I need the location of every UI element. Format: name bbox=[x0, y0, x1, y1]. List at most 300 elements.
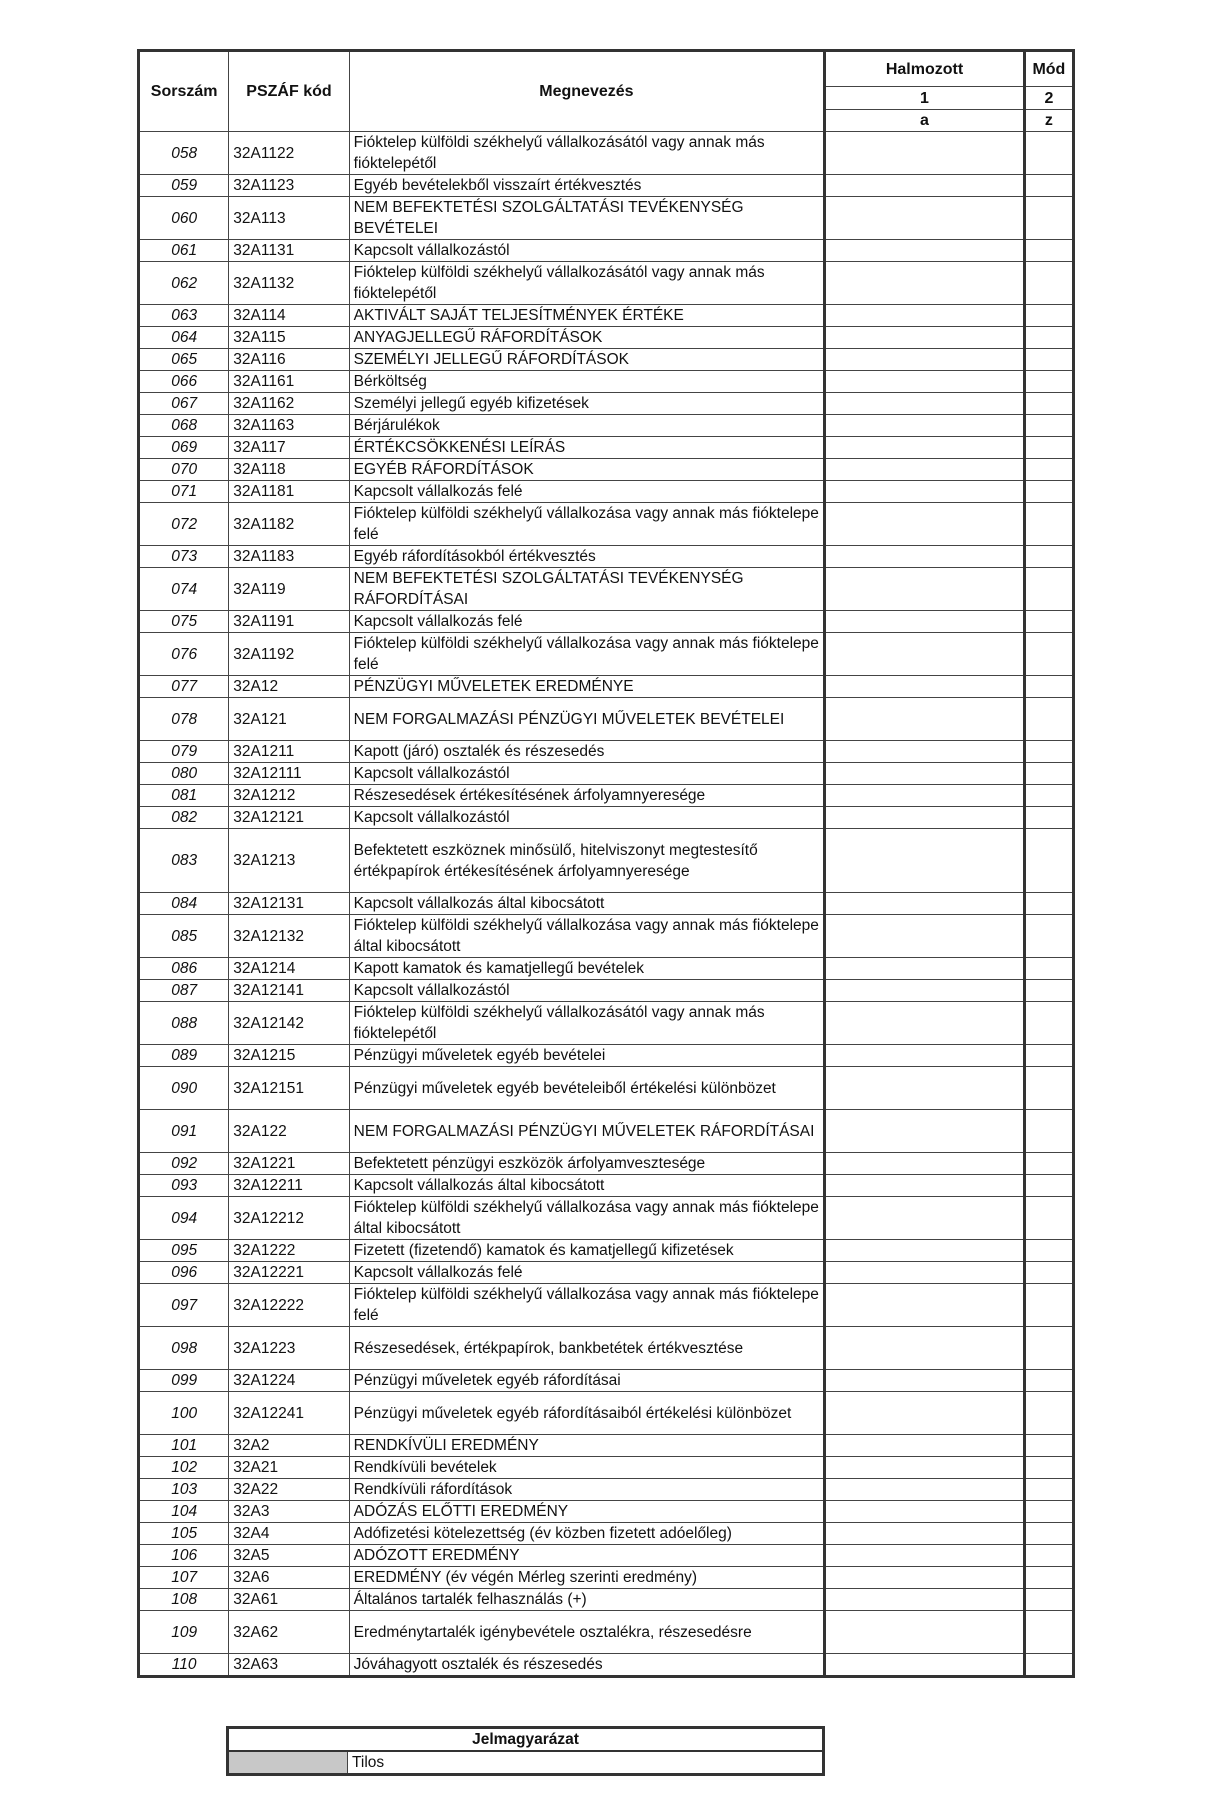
row-halmozott-value bbox=[825, 1589, 1025, 1611]
row-name: Fióktelep külföldi székhelyű vállalkozásától vagy annak más fióktelepétől bbox=[349, 1002, 825, 1045]
row-halmozott-value bbox=[825, 829, 1025, 893]
row-name: Jóváhagyott osztalék és részesedés bbox=[349, 1654, 825, 1677]
row-halmozott-value bbox=[825, 1370, 1025, 1392]
row-mod-value bbox=[1024, 915, 1073, 958]
row-mod-value bbox=[1024, 785, 1073, 807]
row-pszaf-code: 32A122 bbox=[229, 1110, 349, 1153]
row-pszaf-code: 32A116 bbox=[229, 349, 349, 371]
row-name: Befektetett pénzügyi eszközök árfolyamvesztesége bbox=[349, 1153, 825, 1175]
row-mod-value bbox=[1024, 807, 1073, 829]
row-halmozott-value bbox=[825, 1175, 1025, 1197]
table-row bbox=[139, 503, 1074, 546]
row-halmozott-value bbox=[825, 1197, 1025, 1240]
row-pszaf-code: 32A1191 bbox=[229, 611, 349, 633]
row-pszaf-code: 32A1214 bbox=[229, 958, 349, 980]
row-number: 076 bbox=[139, 633, 229, 676]
row-pszaf-code: 32A1132 bbox=[229, 262, 349, 305]
table-row bbox=[139, 1545, 1074, 1567]
row-number: 100 bbox=[139, 1392, 229, 1435]
legend-swatch bbox=[228, 1751, 348, 1775]
row-number: 060 bbox=[139, 197, 229, 240]
row-pszaf-code: 32A12222 bbox=[229, 1284, 349, 1327]
table-row bbox=[139, 132, 1074, 175]
table-row bbox=[139, 327, 1074, 349]
table-row bbox=[139, 1611, 1074, 1654]
row-name: Adófizetési kötelezettség (év közben fizetett adóelőleg) bbox=[349, 1523, 825, 1545]
row-mod-value bbox=[1024, 763, 1073, 785]
table-row bbox=[139, 240, 1074, 262]
row-pszaf-code: 32A1162 bbox=[229, 393, 349, 415]
row-halmozott-value bbox=[825, 893, 1025, 915]
row-mod-value bbox=[1024, 1370, 1073, 1392]
row-halmozott-value bbox=[825, 1501, 1025, 1523]
row-name: Egyéb ráfordításokból értékvesztés bbox=[349, 546, 825, 568]
legend-title: Jelmagyarázat bbox=[228, 1728, 824, 1752]
row-mod-value bbox=[1024, 829, 1073, 893]
row-mod-value bbox=[1024, 546, 1073, 568]
row-pszaf-code: 32A1211 bbox=[229, 741, 349, 763]
row-name: Részesedések, értékpapírok, bankbetétek értékvesztése bbox=[349, 1327, 825, 1370]
row-mod-value bbox=[1024, 481, 1073, 503]
row-pszaf-code: 32A12211 bbox=[229, 1175, 349, 1197]
header-megnevezes: Megnevezés bbox=[349, 51, 825, 132]
row-halmozott-value bbox=[825, 785, 1025, 807]
row-name: RENDKÍVÜLI EREDMÉNY bbox=[349, 1435, 825, 1457]
row-halmozott-value bbox=[825, 132, 1025, 175]
row-name: Kapcsolt vállalkozástól bbox=[349, 980, 825, 1002]
table-row bbox=[139, 1153, 1074, 1175]
row-pszaf-code: 32A1161 bbox=[229, 371, 349, 393]
row-number: 109 bbox=[139, 1611, 229, 1654]
row-mod-value bbox=[1024, 1392, 1073, 1435]
row-number: 107 bbox=[139, 1567, 229, 1589]
row-mod-value bbox=[1024, 1002, 1073, 1045]
row-pszaf-code: 32A1183 bbox=[229, 546, 349, 568]
table-row bbox=[139, 915, 1074, 958]
row-name: ADÓZÁS ELŐTTI EREDMÉNY bbox=[349, 1501, 825, 1523]
table-row bbox=[139, 481, 1074, 503]
row-pszaf-code: 32A12111 bbox=[229, 763, 349, 785]
row-mod-value bbox=[1024, 568, 1073, 611]
header-col-2: 2 bbox=[1024, 87, 1073, 110]
table-row bbox=[139, 1067, 1074, 1110]
row-halmozott-value bbox=[825, 1262, 1025, 1284]
row-number: 068 bbox=[139, 415, 229, 437]
row-name: Részesedések értékesítésének árfolyamnyeresége bbox=[349, 785, 825, 807]
row-pszaf-code: 32A114 bbox=[229, 305, 349, 327]
row-halmozott-value bbox=[825, 1002, 1025, 1045]
row-pszaf-code: 32A12121 bbox=[229, 807, 349, 829]
row-pszaf-code: 32A12151 bbox=[229, 1067, 349, 1110]
row-number: 070 bbox=[139, 459, 229, 481]
row-mod-value bbox=[1024, 1284, 1073, 1327]
row-pszaf-code: 32A1215 bbox=[229, 1045, 349, 1067]
row-halmozott-value bbox=[825, 1523, 1025, 1545]
row-number: 058 bbox=[139, 132, 229, 175]
table-row bbox=[139, 1175, 1074, 1197]
row-mod-value bbox=[1024, 393, 1073, 415]
row-name: Fizetett (fizetendő) kamatok és kamatjellegű kifizetések bbox=[349, 1240, 825, 1262]
row-halmozott-value bbox=[825, 1240, 1025, 1262]
table-row bbox=[139, 1392, 1074, 1435]
row-halmozott-value bbox=[825, 1435, 1025, 1457]
header-pszaf-kod: PSZÁF kód bbox=[229, 51, 349, 132]
row-pszaf-code: 32A2 bbox=[229, 1435, 349, 1457]
row-number: 066 bbox=[139, 371, 229, 393]
row-number: 072 bbox=[139, 503, 229, 546]
row-halmozott-value bbox=[825, 393, 1025, 415]
row-name: Fióktelep külföldi székhelyű vállalkozásától vagy annak más fióktelepétől bbox=[349, 132, 825, 175]
row-number: 106 bbox=[139, 1545, 229, 1567]
row-mod-value bbox=[1024, 741, 1073, 763]
header-mod: Mód bbox=[1024, 51, 1073, 87]
row-number: 080 bbox=[139, 763, 229, 785]
row-number: 103 bbox=[139, 1479, 229, 1501]
row-pszaf-code: 32A119 bbox=[229, 568, 349, 611]
table-row bbox=[139, 1197, 1074, 1240]
table-row bbox=[139, 568, 1074, 611]
table-row bbox=[139, 459, 1074, 481]
table-row bbox=[139, 829, 1074, 893]
row-name: EGYÉB RÁFORDÍTÁSOK bbox=[349, 459, 825, 481]
row-pszaf-code: 32A117 bbox=[229, 437, 349, 459]
row-mod-value bbox=[1024, 1545, 1073, 1567]
row-mod-value bbox=[1024, 676, 1073, 698]
row-name: Kapcsolt vállalkozás által kibocsátott bbox=[349, 1175, 825, 1197]
row-name: Kapott (járó) osztalék és részesedés bbox=[349, 741, 825, 763]
row-number: 061 bbox=[139, 240, 229, 262]
row-mod-value bbox=[1024, 1589, 1073, 1611]
row-mod-value bbox=[1024, 197, 1073, 240]
row-name: Bérjárulékok bbox=[349, 415, 825, 437]
row-name: Rendkívüli bevételek bbox=[349, 1457, 825, 1479]
row-halmozott-value bbox=[825, 1284, 1025, 1327]
row-mod-value bbox=[1024, 503, 1073, 546]
report-table bbox=[137, 49, 1075, 1678]
row-mod-value bbox=[1024, 240, 1073, 262]
row-name: Kapcsolt vállalkozástól bbox=[349, 807, 825, 829]
row-halmozott-value bbox=[825, 459, 1025, 481]
row-pszaf-code: 32A12212 bbox=[229, 1197, 349, 1240]
row-number: 074 bbox=[139, 568, 229, 611]
table-row bbox=[139, 741, 1074, 763]
row-name: Kapcsolt vállalkozás felé bbox=[349, 1262, 825, 1284]
row-mod-value bbox=[1024, 132, 1073, 175]
row-halmozott-value bbox=[825, 1045, 1025, 1067]
row-pszaf-code: 32A3 bbox=[229, 1501, 349, 1523]
row-name: Rendkívüli ráfordítások bbox=[349, 1479, 825, 1501]
row-name: PÉNZÜGYI MŰVELETEK EREDMÉNYE bbox=[349, 676, 825, 698]
legend-label: Tilos bbox=[348, 1751, 824, 1775]
table-row bbox=[139, 415, 1074, 437]
row-name: SZEMÉLYI JELLEGŰ RÁFORDÍTÁSOK bbox=[349, 349, 825, 371]
row-number: 090 bbox=[139, 1067, 229, 1110]
row-halmozott-value bbox=[825, 1479, 1025, 1501]
row-mod-value bbox=[1024, 893, 1073, 915]
row-halmozott-value bbox=[825, 481, 1025, 503]
row-pszaf-code: 32A12131 bbox=[229, 893, 349, 915]
row-pszaf-code: 32A12241 bbox=[229, 1392, 349, 1435]
row-mod-value bbox=[1024, 1457, 1073, 1479]
row-name: ANYAGJELLEGŰ RÁFORDÍTÁSOK bbox=[349, 327, 825, 349]
table-header bbox=[139, 51, 1074, 132]
table-row bbox=[139, 1240, 1074, 1262]
row-halmozott-value bbox=[825, 175, 1025, 197]
row-halmozott-value bbox=[825, 1110, 1025, 1153]
table-row bbox=[139, 1654, 1074, 1677]
row-number: 096 bbox=[139, 1262, 229, 1284]
header-col-z: z bbox=[1024, 110, 1073, 132]
row-halmozott-value bbox=[825, 197, 1025, 240]
row-pszaf-code: 32A1224 bbox=[229, 1370, 349, 1392]
row-halmozott-value bbox=[825, 611, 1025, 633]
row-mod-value bbox=[1024, 371, 1073, 393]
table-row bbox=[139, 1589, 1074, 1611]
row-number: 089 bbox=[139, 1045, 229, 1067]
row-number: 063 bbox=[139, 305, 229, 327]
row-mod-value bbox=[1024, 1240, 1073, 1262]
row-number: 078 bbox=[139, 698, 229, 741]
row-number: 062 bbox=[139, 262, 229, 305]
row-mod-value bbox=[1024, 633, 1073, 676]
table-row bbox=[139, 980, 1074, 1002]
table-row bbox=[139, 1110, 1074, 1153]
row-pszaf-code: 32A12141 bbox=[229, 980, 349, 1002]
row-number: 079 bbox=[139, 741, 229, 763]
row-halmozott-value bbox=[825, 503, 1025, 546]
table-row bbox=[139, 958, 1074, 980]
row-halmozott-value bbox=[825, 1611, 1025, 1654]
table-row bbox=[139, 807, 1074, 829]
row-pszaf-code: 32A5 bbox=[229, 1545, 349, 1567]
row-pszaf-code: 32A1192 bbox=[229, 633, 349, 676]
row-halmozott-value bbox=[825, 415, 1025, 437]
row-pszaf-code: 32A4 bbox=[229, 1523, 349, 1545]
table-row bbox=[139, 371, 1074, 393]
row-number: 067 bbox=[139, 393, 229, 415]
row-number: 065 bbox=[139, 349, 229, 371]
row-mod-value bbox=[1024, 1153, 1073, 1175]
row-pszaf-code: 32A21 bbox=[229, 1457, 349, 1479]
row-name: ADÓZOTT EREDMÉNY bbox=[349, 1545, 825, 1567]
row-halmozott-value bbox=[825, 1567, 1025, 1589]
row-number: 093 bbox=[139, 1175, 229, 1197]
table-row bbox=[139, 197, 1074, 240]
row-pszaf-code: 32A1131 bbox=[229, 240, 349, 262]
row-pszaf-code: 32A118 bbox=[229, 459, 349, 481]
table-row bbox=[139, 1262, 1074, 1284]
table-row bbox=[139, 349, 1074, 371]
row-mod-value bbox=[1024, 437, 1073, 459]
row-name: Kapcsolt vállalkozás által kibocsátott bbox=[349, 893, 825, 915]
table-row bbox=[139, 611, 1074, 633]
table-row bbox=[139, 1045, 1074, 1067]
row-mod-value bbox=[1024, 262, 1073, 305]
row-number: 104 bbox=[139, 1501, 229, 1523]
row-number: 085 bbox=[139, 915, 229, 958]
row-halmozott-value bbox=[825, 676, 1025, 698]
row-mod-value bbox=[1024, 1067, 1073, 1110]
row-name: Fióktelep külföldi székhelyű vállalkozása vagy annak más fióktelepe felé bbox=[349, 633, 825, 676]
row-mod-value bbox=[1024, 1045, 1073, 1067]
row-number: 110 bbox=[139, 1654, 229, 1677]
row-number: 092 bbox=[139, 1153, 229, 1175]
row-number: 059 bbox=[139, 175, 229, 197]
row-halmozott-value bbox=[825, 437, 1025, 459]
row-name: Fióktelep külföldi székhelyű vállalkozása vagy annak más fióktelepe felé bbox=[349, 1284, 825, 1327]
row-mod-value bbox=[1024, 958, 1073, 980]
row-pszaf-code: 32A1163 bbox=[229, 415, 349, 437]
header-halmozott: Halmozott bbox=[825, 51, 1025, 87]
row-mod-value bbox=[1024, 980, 1073, 1002]
table-row bbox=[139, 1370, 1074, 1392]
table-row bbox=[139, 1567, 1074, 1589]
header-col-1: 1 bbox=[825, 87, 1025, 110]
row-name: Befektetett eszköznek minősülő, hitelviszonyt megtestesítő értékpapírok értékesítésének árfolyamnyeresége bbox=[349, 829, 825, 893]
table-row bbox=[139, 698, 1074, 741]
row-pszaf-code: 32A12221 bbox=[229, 1262, 349, 1284]
row-mod-value bbox=[1024, 1611, 1073, 1654]
table-row bbox=[139, 1327, 1074, 1370]
row-number: 095 bbox=[139, 1240, 229, 1262]
row-name: Személyi jellegű egyéb kifizetések bbox=[349, 393, 825, 415]
row-pszaf-code: 32A12132 bbox=[229, 915, 349, 958]
row-name: Kapcsolt vállalkozás felé bbox=[349, 481, 825, 503]
row-mod-value bbox=[1024, 698, 1073, 741]
table-row bbox=[139, 437, 1074, 459]
table-row bbox=[139, 676, 1074, 698]
row-number: 081 bbox=[139, 785, 229, 807]
row-halmozott-value bbox=[825, 741, 1025, 763]
row-mod-value bbox=[1024, 459, 1073, 481]
row-name: Kapcsolt vállalkozástól bbox=[349, 763, 825, 785]
row-mod-value bbox=[1024, 175, 1073, 197]
row-mod-value bbox=[1024, 415, 1073, 437]
row-number: 082 bbox=[139, 807, 229, 829]
legend-table bbox=[226, 1726, 825, 1776]
row-halmozott-value bbox=[825, 1654, 1025, 1677]
row-halmozott-value bbox=[825, 546, 1025, 568]
row-mod-value bbox=[1024, 327, 1073, 349]
row-halmozott-value bbox=[825, 958, 1025, 980]
row-pszaf-code: 32A1122 bbox=[229, 132, 349, 175]
row-pszaf-code: 32A121 bbox=[229, 698, 349, 741]
row-pszaf-code: 32A1222 bbox=[229, 1240, 349, 1262]
row-halmozott-value bbox=[825, 633, 1025, 676]
row-halmozott-value bbox=[825, 763, 1025, 785]
row-halmozott-value bbox=[825, 262, 1025, 305]
row-halmozott-value bbox=[825, 980, 1025, 1002]
row-number: 088 bbox=[139, 1002, 229, 1045]
row-pszaf-code: 32A63 bbox=[229, 1654, 349, 1677]
header-sorszam: Sorszám bbox=[139, 51, 229, 132]
table-row bbox=[139, 175, 1074, 197]
row-halmozott-value bbox=[825, 568, 1025, 611]
row-name: Pénzügyi műveletek egyéb bevételeiből értékelési különbözet bbox=[349, 1067, 825, 1110]
row-name: Fióktelep külföldi székhelyű vállalkozása vagy annak más fióktelepe felé bbox=[349, 503, 825, 546]
table-row bbox=[139, 1002, 1074, 1045]
row-pszaf-code: 32A1212 bbox=[229, 785, 349, 807]
row-mod-value bbox=[1024, 349, 1073, 371]
row-pszaf-code: 32A1123 bbox=[229, 175, 349, 197]
table-row bbox=[139, 633, 1074, 676]
table-row bbox=[139, 1435, 1074, 1457]
row-name: NEM BEFEKTETÉSI SZOLGÁLTATÁSI TEVÉKENYSÉG RÁFORDÍTÁSAI bbox=[349, 568, 825, 611]
row-halmozott-value bbox=[825, 349, 1025, 371]
row-name: Általános tartalék felhasználás (+) bbox=[349, 1589, 825, 1611]
row-mod-value bbox=[1024, 1197, 1073, 1240]
row-halmozott-value bbox=[825, 1392, 1025, 1435]
row-mod-value bbox=[1024, 1567, 1073, 1589]
table-row bbox=[139, 893, 1074, 915]
row-halmozott-value bbox=[825, 1457, 1025, 1479]
row-mod-value bbox=[1024, 1654, 1073, 1677]
row-halmozott-value bbox=[825, 698, 1025, 741]
row-number: 084 bbox=[139, 893, 229, 915]
row-name: Fióktelep külföldi székhelyű vállalkozása vagy annak más fióktelepe által kibocsátott bbox=[349, 915, 825, 958]
table-row bbox=[139, 546, 1074, 568]
row-name: EREDMÉNY (év végén Mérleg szerinti eredmény) bbox=[349, 1567, 825, 1589]
row-halmozott-value bbox=[825, 240, 1025, 262]
row-pszaf-code: 32A61 bbox=[229, 1589, 349, 1611]
row-mod-value bbox=[1024, 1175, 1073, 1197]
table-row bbox=[139, 1457, 1074, 1479]
row-number: 077 bbox=[139, 676, 229, 698]
row-number: 091 bbox=[139, 1110, 229, 1153]
row-halmozott-value bbox=[825, 807, 1025, 829]
row-number: 098 bbox=[139, 1327, 229, 1370]
table-body bbox=[139, 132, 1074, 1677]
row-mod-value bbox=[1024, 305, 1073, 327]
row-number: 071 bbox=[139, 481, 229, 503]
row-name: Bérköltség bbox=[349, 371, 825, 393]
legend-item bbox=[228, 1751, 824, 1775]
row-number: 099 bbox=[139, 1370, 229, 1392]
table-row bbox=[139, 1479, 1074, 1501]
row-number: 086 bbox=[139, 958, 229, 980]
row-pszaf-code: 32A12 bbox=[229, 676, 349, 698]
row-mod-value bbox=[1024, 1327, 1073, 1370]
row-name: Egyéb bevételekből visszaírt értékvesztés bbox=[349, 175, 825, 197]
row-name: ÉRTÉKCSÖKKENÉSI LEÍRÁS bbox=[349, 437, 825, 459]
row-halmozott-value bbox=[825, 1153, 1025, 1175]
row-name: NEM BEFEKTETÉSI SZOLGÁLTATÁSI TEVÉKENYSÉG BEVÉTELEI bbox=[349, 197, 825, 240]
row-mod-value bbox=[1024, 1501, 1073, 1523]
table-row bbox=[139, 1523, 1074, 1545]
row-name: Kapcsolt vállalkozástól bbox=[349, 240, 825, 262]
row-name: NEM FORGALMAZÁSI PÉNZÜGYI MŰVELETEK RÁFORDÍTÁSAI bbox=[349, 1110, 825, 1153]
row-halmozott-value bbox=[825, 915, 1025, 958]
row-pszaf-code: 32A113 bbox=[229, 197, 349, 240]
row-name: Eredménytartalék igénybevétele osztalékra, részesedésre bbox=[349, 1611, 825, 1654]
row-name: Pénzügyi műveletek egyéb bevételei bbox=[349, 1045, 825, 1067]
row-halmozott-value bbox=[825, 327, 1025, 349]
row-pszaf-code: 32A1182 bbox=[229, 503, 349, 546]
row-number: 064 bbox=[139, 327, 229, 349]
row-pszaf-code: 32A115 bbox=[229, 327, 349, 349]
row-pszaf-code: 32A1213 bbox=[229, 829, 349, 893]
row-pszaf-code: 32A1221 bbox=[229, 1153, 349, 1175]
row-name: Fióktelep külföldi székhelyű vállalkozásától vagy annak más fióktelepétől bbox=[349, 262, 825, 305]
row-number: 069 bbox=[139, 437, 229, 459]
row-pszaf-code: 32A1223 bbox=[229, 1327, 349, 1370]
row-pszaf-code: 32A12142 bbox=[229, 1002, 349, 1045]
row-pszaf-code: 32A6 bbox=[229, 1567, 349, 1589]
row-mod-value bbox=[1024, 1523, 1073, 1545]
row-name: Kapcsolt vállalkozás felé bbox=[349, 611, 825, 633]
row-mod-value bbox=[1024, 611, 1073, 633]
table-row bbox=[139, 1284, 1074, 1327]
